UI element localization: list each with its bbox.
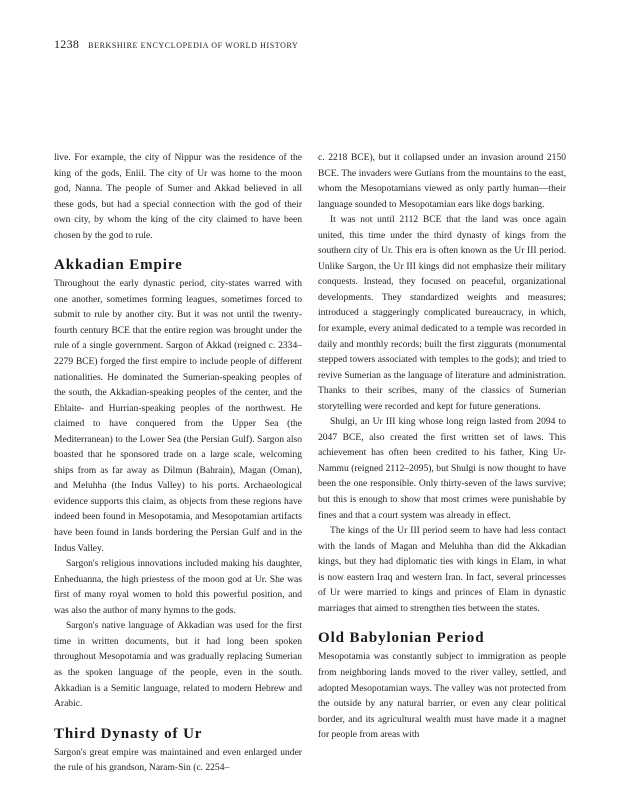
page-number: 1238 [54, 37, 80, 51]
paragraph: Sargon's great empire was maintained and even enlarged under the rule of his grandson, Naram-Sin (c. 2254– [54, 746, 302, 774]
paragraph: Sargon's native language of Akkadian was used for the first time in written documents, but it had long been spoken throughout Mesopotamia and was gradually replacing Sumerian as the spoken language of the people, even in the south. Akkadian is a Semitic language, related to modern Hebrew and Arabic. [54, 620, 302, 710]
section-heading-old-babylonian-period: Old Babylonian Period [318, 630, 485, 647]
paragraph: Sargon's religious innovations included making his daughter, Enheduanna, the high priestess of the moon god at Ur. She was first of many royal women to hold this powerful position, and was also the author of many hymns to the gods. [54, 558, 302, 616]
paragraph: The kings of the Ur III period seem to have had less contact with the lands of Magan and Meluhha than did the Akkadian kings, but they had diplomatic ties with kings in Elam, in what is now eastern Iraq and western Iran. In fact, several princesses of Ur were married to kings and princes of Elam in dynastic marriages that aimed to strengthen ties between the states. [318, 525, 566, 614]
paragraph: Mesopotamia was constantly subject to immigration as people from neighboring lands moved to the river valley, settled, and adopted Mesopotamian ways. The valley was not protected from the outside by any natural barrier, or even any clear political border, and its agricultural wealth must have made it a magnet for people from areas with [318, 651, 566, 741]
book-title: BERKSHIRE ENCYCLOPEDIA OF WORLD HISTORY [88, 41, 299, 50]
paragraph: Throughout the early dynastic period, city-states warred with one another, sometimes forming leagues, sometimes forced to submit to rule by another city. But it was not until the twenty-fourth century BCE that the entire region was brought under the rule of a single government. Sargon of Akkad (reigned c. 2334–2279 BCE) forged the first empire to include people of different nationalities. He dominated the Sumerian-speaking peoples of the south, the Akkadian-speaking peoples of the center, and the Eblaite- and Hurrian-speaking peoples of the northwest. He claimed to have conquered from the Upper Sea (the Mediterranean) to the Lower Sea (the Persian Gulf). Sargon also boasted that he sponsored trade on a large scale, welcoming ships from as far away as Dilmun (Bahrain), Magan (Oman), and Meluhha (the Indus Valley) to his ports. Archaeological evidence supports this claim, as objects from these regions have indeed been found in Mesopotamia, and Mesopotamian artifacts have been found in lands bordering the Persian Gulf and in the Indus Valley. [54, 278, 302, 554]
paragraph: c. 2218 BCE), but it collapsed under an invasion around 2150 BCE. The invaders were Gutians from the mountains to the east, whom the Mesopotamians viewed as only partly human—their language sounded to Mesopotamian ears like dogs barking. [318, 152, 566, 210]
section-heading-third-dynasty-of-ur: Third Dynasty of Ur [54, 725, 203, 742]
paragraph: live. For example, the city of Nippur was the residence of the king of the gods, Enlil. The city of Ur was home to the moon god, Nanna. The people of Sumer and Akkad believed in all these gods, but had a special connection with the god of their own city, by whom the king of the city claimed to have been chosen by the god to rule. [54, 152, 302, 241]
running-head [54, 37, 298, 52]
paragraph: It was not until 2112 BCE that the land was once again united, this time under the third dynasty of kings from the southern city of Ur. This era is often known as the Ur III period. Unlike Sargon, the Ur III kings did not emphasize their military conquests. Instead, they focused on peaceful, organizational developments. They standardized weights and measures; introduced a staggeringly complicated bureaucracy, in which, for example, every animal dedicated to a temple was recorded in daily and monthly records; built the first ziggurats (monumental stepped towers associated with temples to the gods); and tried to revive Sumerian as the language of literature and administration. Thanks to their scribes, many of the classics of Sumerian storytelling were recorded and kept for future generations. [318, 214, 566, 412]
paragraph: Shulgi, an Ur III king whose long reign lasted from 2094 to 2047 BCE, also created the first written set of laws. This achievement has often been credited to his father, King Ur-Nammu (reigned 2112–2095), but Shulgi is now thought to have been the one responsible. Only thirty-seven of the laws survive; but this is enough to show that most crimes were punishable by fines and that a court system was already in effect. [318, 416, 566, 521]
right-column [318, 150, 566, 743]
left-column [54, 150, 302, 776]
section-heading-akkadian-empire: Akkadian Empire [54, 257, 183, 274]
